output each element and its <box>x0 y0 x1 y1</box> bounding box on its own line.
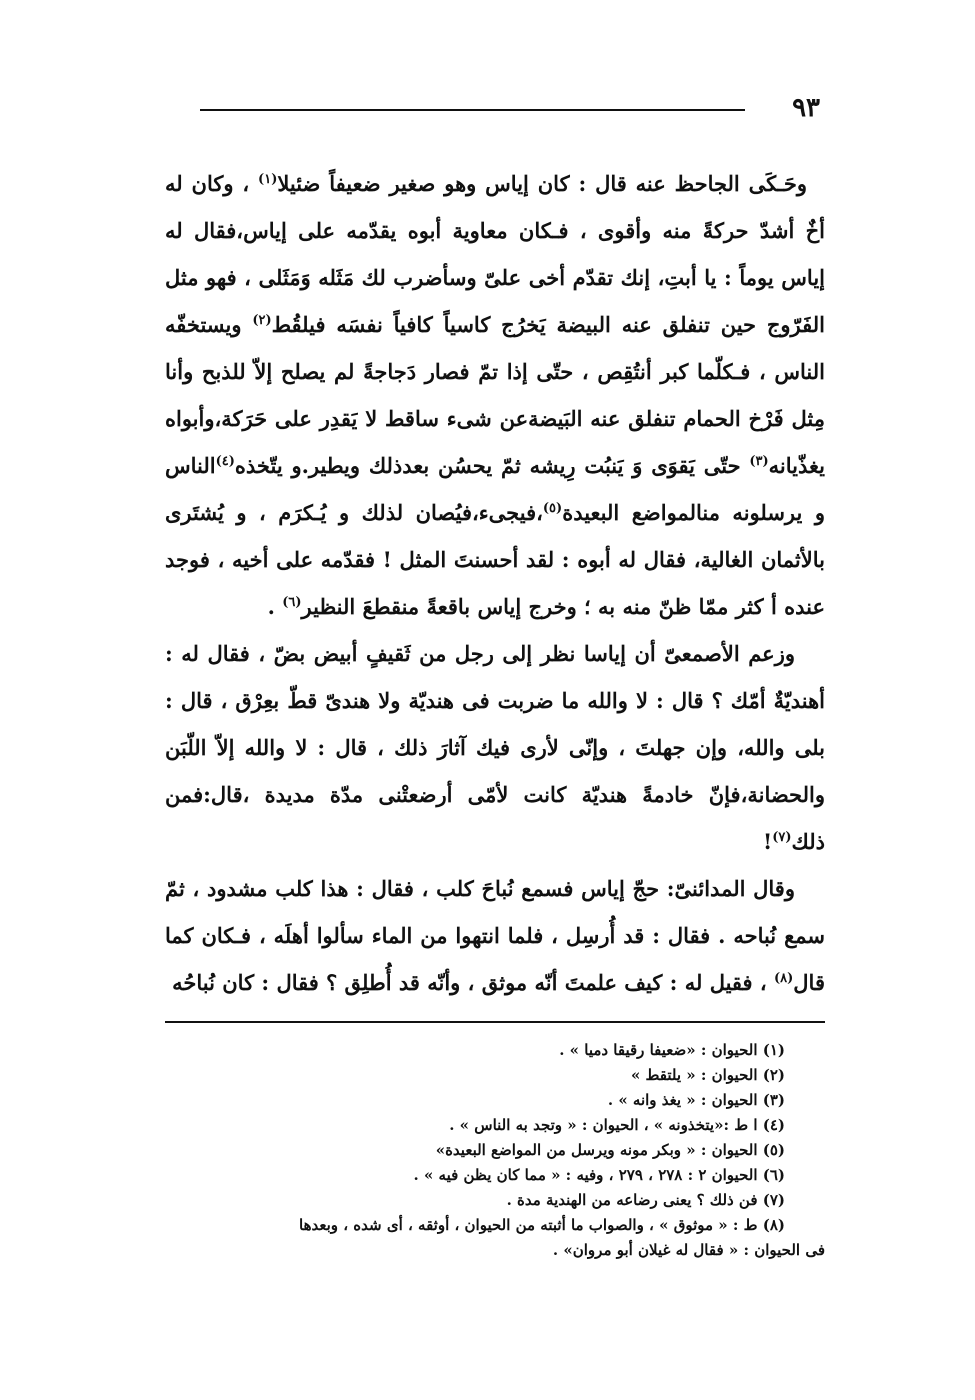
footnote-ref-4: (٤) <box>215 454 235 469</box>
footnote-8-continued: فى الحيوان : « فقال له غيلان أبو مروان» . <box>552 1241 825 1259</box>
footnote-ref-8: (٨) <box>774 971 794 986</box>
page-header <box>200 88 820 128</box>
footnote-rule <box>165 1021 825 1023</box>
page-number: ٩٣ <box>792 93 820 123</box>
footnote-ref-3: (٣) <box>749 454 769 469</box>
footnote-6: (٦) الحيوان ٢ : ٢٧٨ ، ٢٧٩ ، وفيه : « مما كان يظن فيه » . <box>413 1166 785 1184</box>
paragraph-3: وقال المدائنىّ: حجّ إياس فسمع نُباحَ كلب ، فقال : هذا كلب مشدود ، ثمّ سمع نُباحه . فقال : قد أُرسِل ، فلما انتهوا من الماء سألوا أهلَه ، فـكان كما قال$^{(٨)}$ ، فقيل له : كيف علمتَ أنّه موثق ، وأنّه قد أُطلِق ؟ فقال : كان نُباحُه <box>165 876 825 995</box>
footnote-8: (٨) ط : « موثوق » ، والصواب ما أثبته من الحيوان ، أوثقه ، أى شده ، وبعدها <box>299 1216 785 1234</box>
paragraph-2: وزعم الأصمعىّ أن إياسا نظر إلى رجل من ثَقيفٍ أبيض بضّ ، فقال له : أهنديّةٌ أمّك ؟ قال : لا والله ما ضربت فى هنديّة ولا هندىّ قطّ بعِرْق ، قال : بلى والله، وإن جهلتَ ، وإنّى لأرى فيك آثارَ ذلك ، قال : لا والله إلاّ اللّبَن والحضانة،فإنّ خادمةً هنديّة كانت لأمّى أرضعتْنى مدّة مديدة ،قال:فمن ذلك$^{(٧)}$! <box>165 641 825 854</box>
footnote-5: (٥) الحيوان : « وبكر مونه ويرسل من المواضع البعيدة» <box>435 1141 785 1159</box>
footnote-ref-5: (٥) <box>542 501 563 516</box>
footnote-3: (٣) الحيوان : « يغذ وانه » . <box>607 1091 785 1109</box>
footnote-ref-7: (٧) <box>772 830 792 845</box>
footnote-ref-6: (٦) <box>282 595 302 610</box>
main-text <box>165 160 825 1006</box>
footnote-7: (٧) فن ذلك ؟ يعنى رضاعه من الهندية مدة . <box>506 1191 785 1209</box>
header-rule <box>200 109 745 111</box>
footnote-ref-1: (١) <box>258 172 278 187</box>
footnote-2: (٢) الحيوان : « يلتقط » <box>630 1066 785 1084</box>
footnote-ref-2: (٢) <box>252 313 272 328</box>
paragraph-1: وحَـكَى الجاحظ عنه قال : كان إياس وهو صغير ضعيفاً ضئيلا$^{(١)}$ ، وكان له أخٌ أشدّ حركةً منه وأقوى ، فـكان معاوية أبوه يقدّمه على إياس،فقال له إياس يوماً : يا أبتِ، إنك تقدّم أخى علىّ وسأضرب لك مَثَله وَمَثَلى ، فهو مثل الفَرّوج حين تنفلق عنه البيضة يَخرُج كاسياً كافياً نفسَه فيلقُط$^{(٢)}$ ويستخفّه الناس ، فـكلّما كبر أنتُقِص ، حتّى إذا تمّ فصار دَجاجةً لم يصلح إلاّ للذبح وأنا مِثل فَرْخ الحمام تنفلق عنه البَيضةعن شىء ساقط لا يَقدِر على حَرَكة،وأبواه يغذّيانه$^{(٣)}$ حتّى يَقوَى وَ يَنبُت رِيشه ثمّ يحسُن بعدذلك ويطير.و يتّخذه$^{(٤)}$الناس و يرسلونه منالمواضع البعيدة$^{(٥)}$،فيجىء،فيُصان لذلك و يُـكرَم ، و يُشتَرى بالأثمان الغالية، فقال له أبوه : لقد أحسنتَ المثل ! فقدّمه على أخيه ، فوجد عنده أ كثر ممّا ظنّ منه به ؛ وخرج إياس باقعةً منقطعَ النظير$^{(٦)}$ . <box>165 171 826 619</box>
footnote-4: (٤) ا ط :«يتخذونه » ، الحيوان : « وتجد به الناس » . <box>449 1116 785 1134</box>
footnotes <box>165 1038 825 1263</box>
footnote-1: (١) الحيوان : «ضعيفا رقيقا دميا » . <box>559 1041 785 1059</box>
